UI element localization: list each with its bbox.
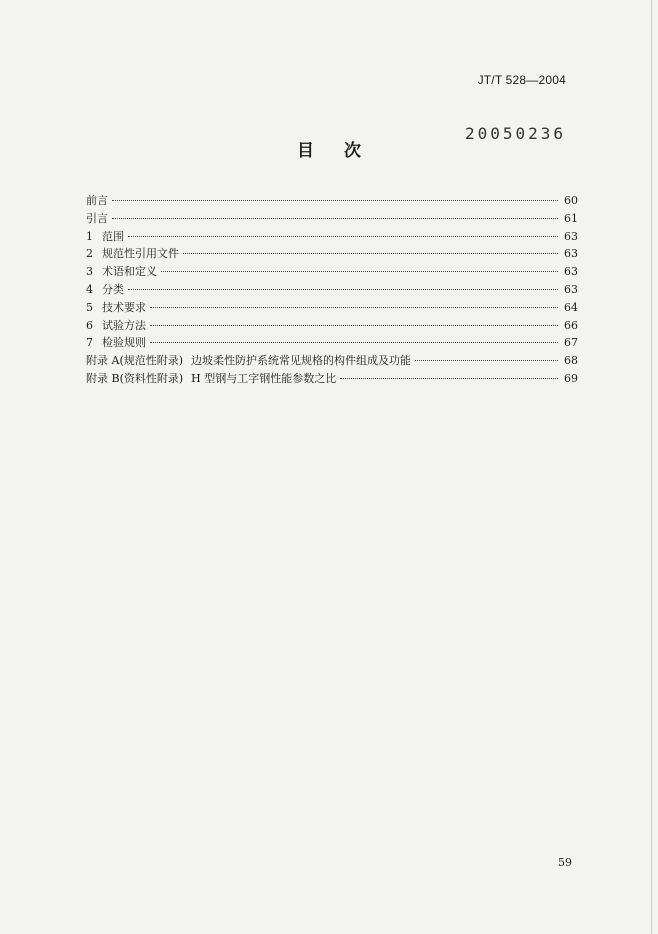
- toc-entry-number: 2: [86, 247, 93, 261]
- toc-entry: [86, 370, 578, 388]
- toc-entry: [86, 192, 578, 210]
- toc-entry-label: 范围: [102, 229, 124, 243]
- toc-leader-dots: [161, 271, 558, 272]
- toc-entry-label: 前言: [86, 194, 108, 207]
- toc-entry-label: 分类: [102, 282, 124, 296]
- standard-code: JT/T 528—2004: [477, 73, 566, 87]
- toc-entry: [86, 228, 578, 246]
- toc-entry-page: 68: [564, 354, 578, 368]
- toc-entry: [86, 334, 578, 352]
- toc-leader-dots: [150, 307, 558, 308]
- toc-leader-dots: [183, 253, 558, 254]
- toc-leader-dots: [128, 289, 558, 290]
- page-title: 目次: [297, 141, 391, 161]
- toc-entry-number: 1: [86, 229, 93, 243]
- toc-entry-page: 61: [564, 211, 578, 225]
- toc-leader-dots: [150, 325, 558, 326]
- toc-entry: [86, 317, 578, 335]
- toc-entry-page: 63: [564, 247, 578, 261]
- toc-entry-label: 附录 B(资料性附录): [86, 371, 184, 385]
- toc-entry-label: 技术要求: [102, 300, 146, 314]
- toc-entry-number: 7: [86, 336, 93, 350]
- toc-entry: [86, 245, 578, 263]
- toc-entry: [86, 281, 578, 299]
- toc-leader-dots: [128, 236, 558, 237]
- stamp-number: 20050236: [464, 124, 566, 143]
- toc-entry-label: 试验方法: [102, 318, 146, 332]
- page-edge: [651, 0, 652, 934]
- toc-leader-dots: [150, 342, 558, 343]
- toc-entry-number: 3: [86, 265, 93, 279]
- table-of-contents: [86, 192, 578, 388]
- toc-entry-label: 附录 A(规范性附录): [86, 354, 184, 368]
- toc-entry-page: 63: [564, 282, 578, 296]
- toc-leader-dots: [340, 378, 558, 379]
- toc-entry-number: 5: [86, 300, 93, 314]
- toc-entry-number: 6: [86, 318, 93, 332]
- toc-entry: [86, 299, 578, 317]
- toc-leader-dots: [112, 200, 558, 201]
- toc-entry-page: 63: [564, 265, 578, 279]
- toc-leader-dots: [415, 360, 558, 361]
- toc-entry-page: 69: [564, 371, 578, 385]
- toc-entry-description: 边坡柔性防护系统常见规格的构件组成及功能: [191, 354, 412, 368]
- toc-entry-page: 67: [564, 336, 578, 350]
- toc-entry-page: 63: [564, 229, 578, 243]
- toc-entry-page: 60: [564, 194, 578, 207]
- toc-entry: [86, 352, 578, 370]
- toc-entry-description: H 型钢与工字钢性能参数之比: [191, 371, 337, 385]
- toc-entry-page: 64: [564, 300, 578, 314]
- toc-entry: [86, 263, 578, 281]
- page-number: 59: [558, 856, 572, 869]
- toc-entry-page: 66: [564, 318, 578, 332]
- toc-entry-label: 术语和定义: [102, 265, 157, 279]
- toc-entry-label: 检验规则: [102, 336, 146, 350]
- toc-entry-label: 规范性引用文件: [102, 247, 179, 261]
- toc-entry: [86, 210, 578, 228]
- toc-entry-number: 4: [86, 282, 93, 296]
- toc-leader-dots: [112, 218, 558, 219]
- toc-entry-label: 引言: [86, 211, 108, 225]
